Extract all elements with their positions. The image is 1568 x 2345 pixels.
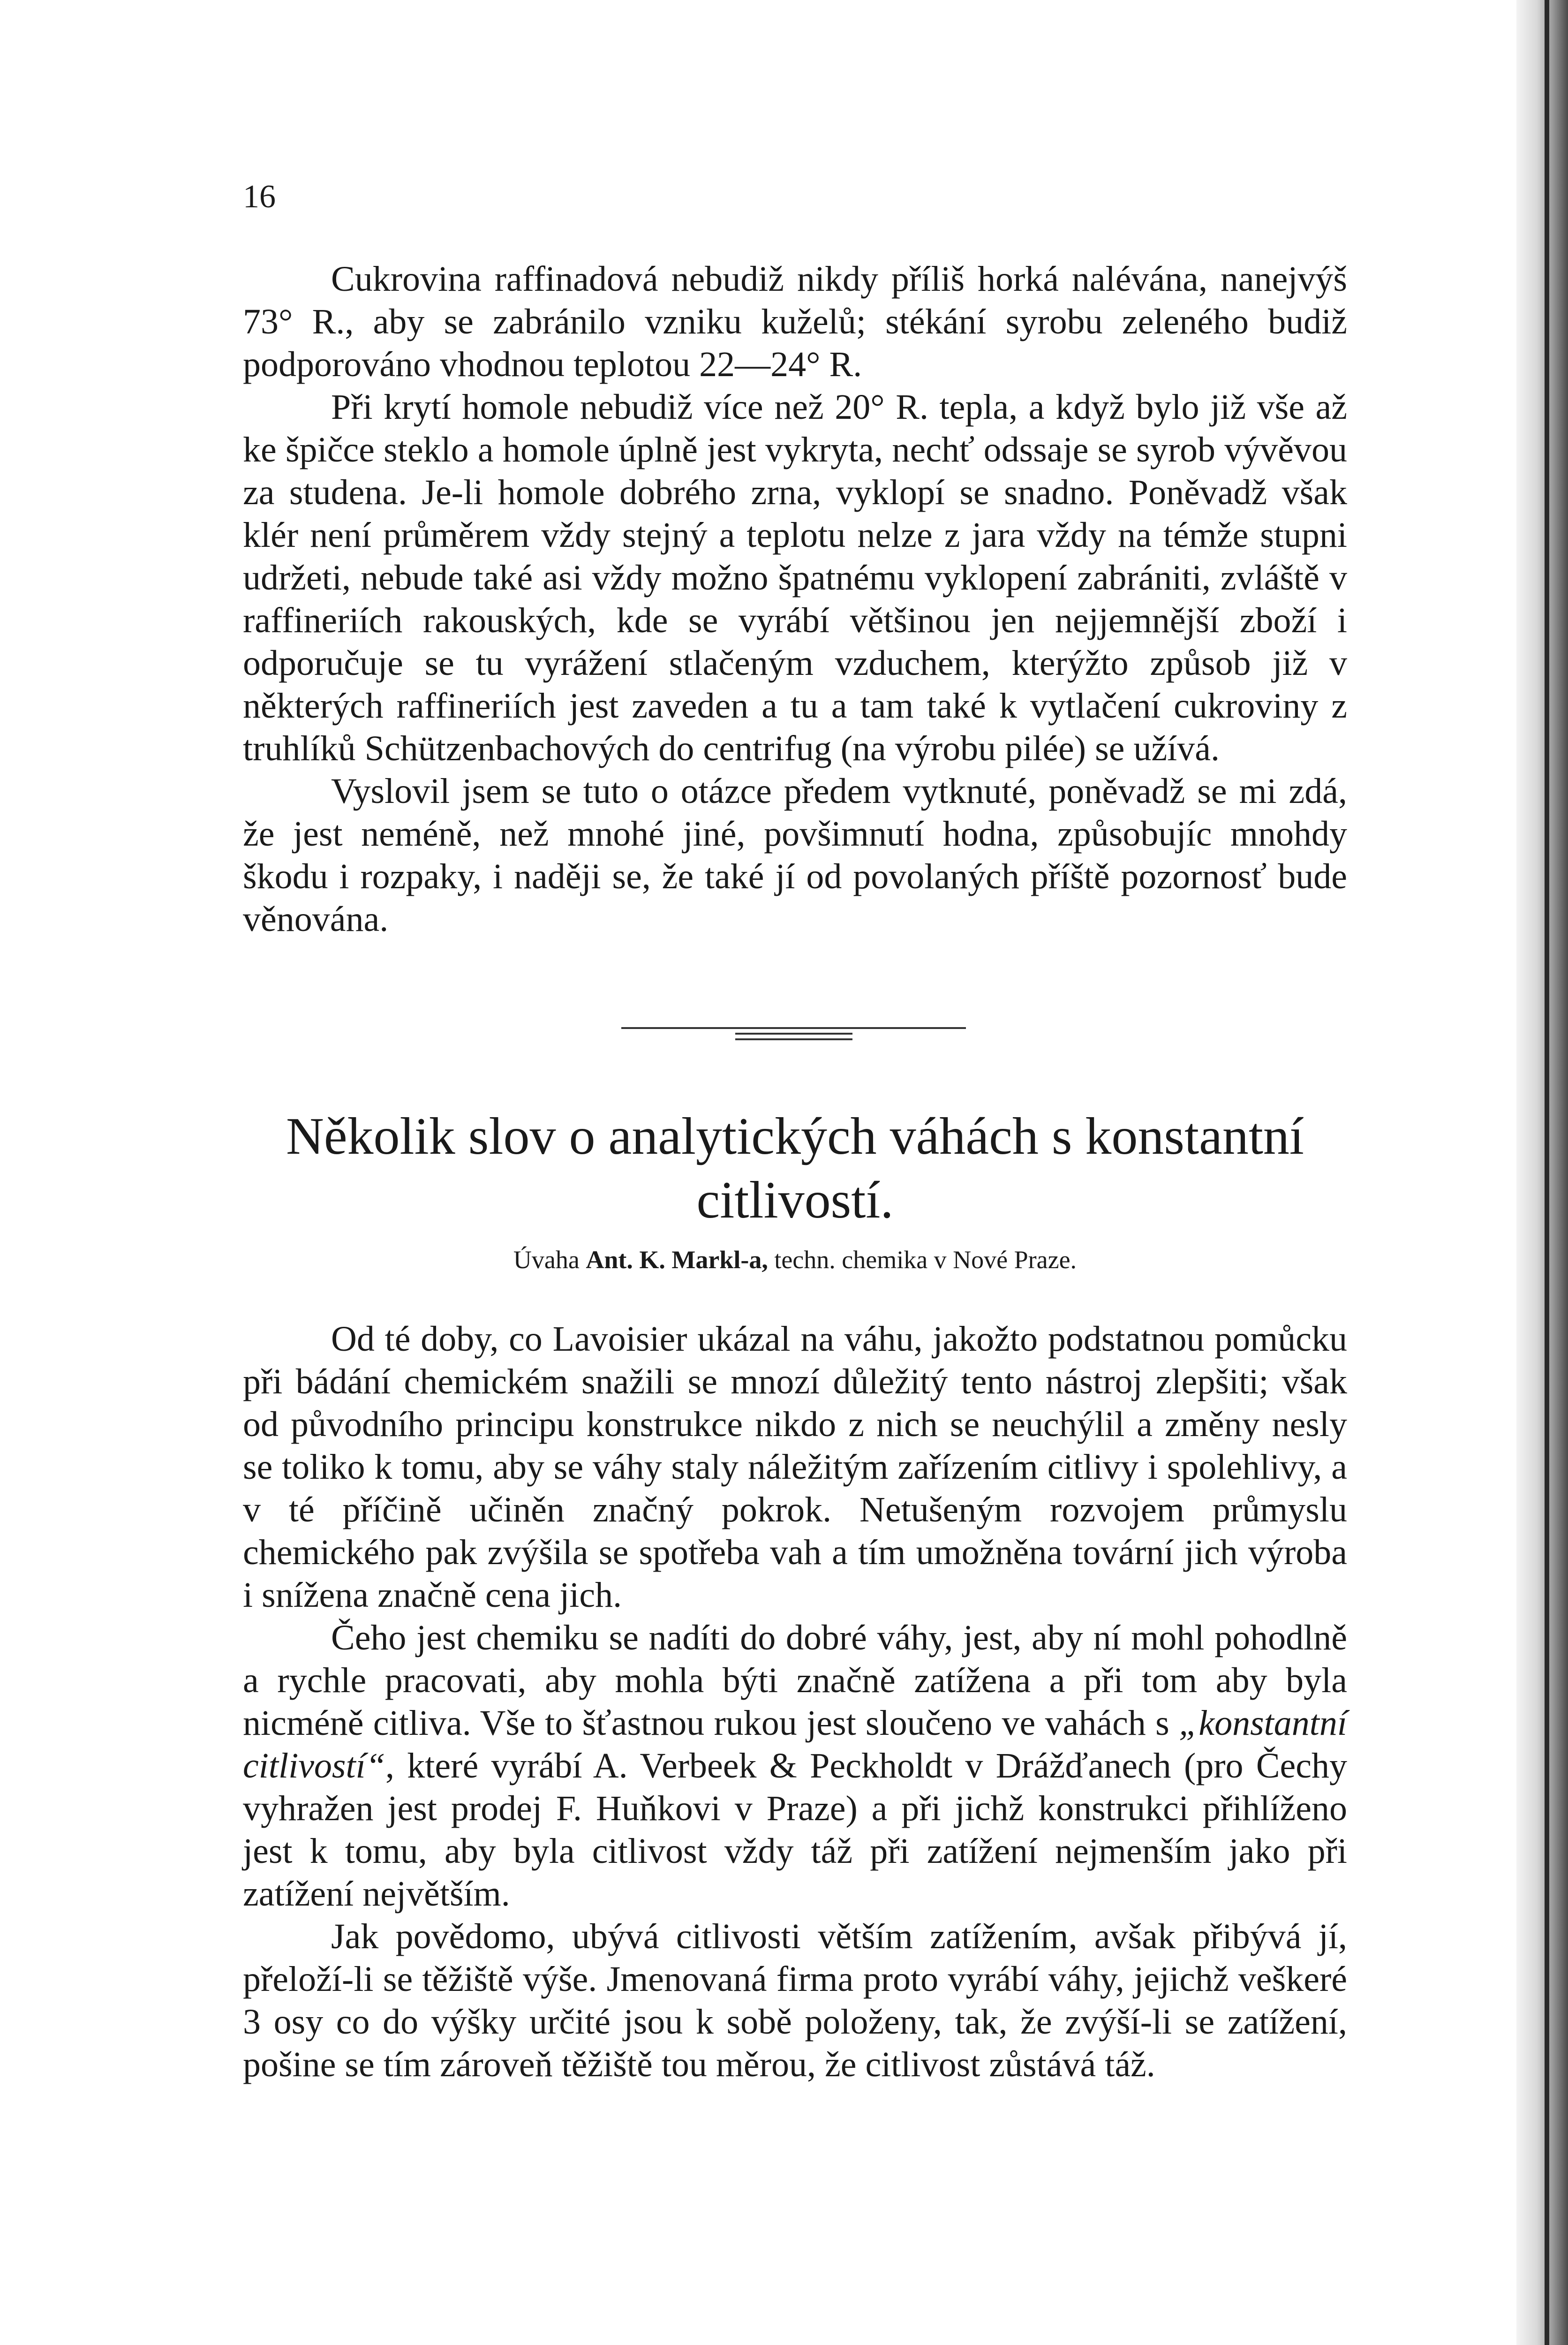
paragraph-text: Čeho jest chemiku se nadíti do dobré váhy, jest, aby ní mohl pohodlně a rychle pracovati, aby mohla býti značně zatížena a při tom aby byla nicméně citliva. Vše to šťastnou rukou jest sloučeno ve vahách s bbox=[243, 1618, 1347, 1743]
paragraph-text: , které vyrábí A. Verbeek & Peckholdt v Drážďanech (pro Čechy vyhražen jest prodej F. Huňkovi v Praze) a při jichž konstrukci přihlíženo jest k tomu, aby byla citlivost vždy táž při zatížení nejmenším jako při zatížení největším. bbox=[243, 1746, 1347, 1914]
byline-prefix: Úvaha bbox=[513, 1246, 580, 1274]
binding-edge bbox=[1545, 0, 1549, 2345]
paragraph: Při krytí homole nebudiž více než 20° R. tepla, a když bylo již vše až ke špičce steklo a homole úplně jest vykryta, nechť odssaje se syrob vývěvou za studena. Je-li homole dobrého zrna, vyklopí se snadno. Poněvadž však klér není průměrem vždy stejný a teplotu nelze z jara vždy na témže stupni udržeti, nebude také asi vždy možno špatnému vyklopení zabrániti, zvláště v raffineriích rakouských, kde se vyrábí většinou jen nejjemnější zboží i odporučuje se tu vyrážení stlačeným vzduchem, kterýžto způsob již v některých raffineriích jest zaveden a tu a tam také k vytlačení cukroviny z truhlíků Schützenbachových do centrifug (na výrobu pilée) se užívá. bbox=[243, 387, 1347, 768]
byline-suffix: techn. chemika v Nové Praze. bbox=[774, 1246, 1077, 1274]
section-divider bbox=[621, 1027, 966, 1044]
byline-author: Ant. K. Markl-a, bbox=[586, 1246, 768, 1274]
paragraph: Od té doby, co Lavoisier ukázal na váhu, jakožto podstatnou pomůcku při bádání chemickém snažili se mnozí důležitý tento nástroj zlepšiti; však od původního principu konstrukce nikdo z nich se neuchýlil a změny nesly se toliko k tomu, aby se váhy staly náležitým zařízením citlivy i spolehlivy, a v té příčině učiněn značný pokrok. Netušeným rozvojem průmyslu chemického pak zvýšila se spotřeba vah a tím umožněna tovární jich výroba i snížena značně cena jich. bbox=[243, 1319, 1347, 1615]
paragraph: Cukrovina raffinadová nebudiž nikdy příliš horká nalévána, nanejvýš 73° R., aby se zabránilo vzniku kuželů; stékání syrobu zeleného budiž podporováno vhodnou teplotou 22—24° R. bbox=[243, 259, 1347, 384]
article-title bbox=[243, 1104, 1347, 1232]
byline bbox=[243, 1246, 1347, 1274]
section-sugar-refining bbox=[243, 258, 1347, 941]
divider-line bbox=[735, 1038, 852, 1040]
divider-line bbox=[735, 1033, 852, 1035]
article-title-line: Několik slov o analytických váhách s konstantní bbox=[286, 1107, 1304, 1165]
paragraph: Jak povědomo, ubývá citlivosti větším zatížením, avšak přibývá jí, přeloží-li se těžiště výše. Jmenovaná firma proto vyrábí váhy, jejichž veškeré 3 osy co do výšky určité jsou k sobě položeny, tak, že zvýší-li se zatížení, pošine se tím zároveň těžiště tou měrou, že citlivost zůstává táž. bbox=[243, 1917, 1347, 2084]
page-edge-shadow bbox=[1516, 0, 1568, 2345]
divider-line bbox=[621, 1027, 966, 1029]
paragraph bbox=[243, 1617, 1347, 1915]
paragraph: Vyslovil jsem se tuto o otázce předem vytknuté, poněvadž se mi zdá, že jest neméně, než mnohé jiné, povšimnutí hodna, způsobujíc mnohdy škodu i rozpaky, i naději se, že také jí od povolaných příště pozornosť bude věnována. bbox=[243, 772, 1347, 939]
article-body bbox=[243, 1318, 1347, 2086]
italic-term: „konstantní citlivostí“ bbox=[243, 1703, 1347, 1785]
article-title-line: citlivostí. bbox=[696, 1171, 894, 1229]
page-number: 16 bbox=[243, 179, 276, 215]
